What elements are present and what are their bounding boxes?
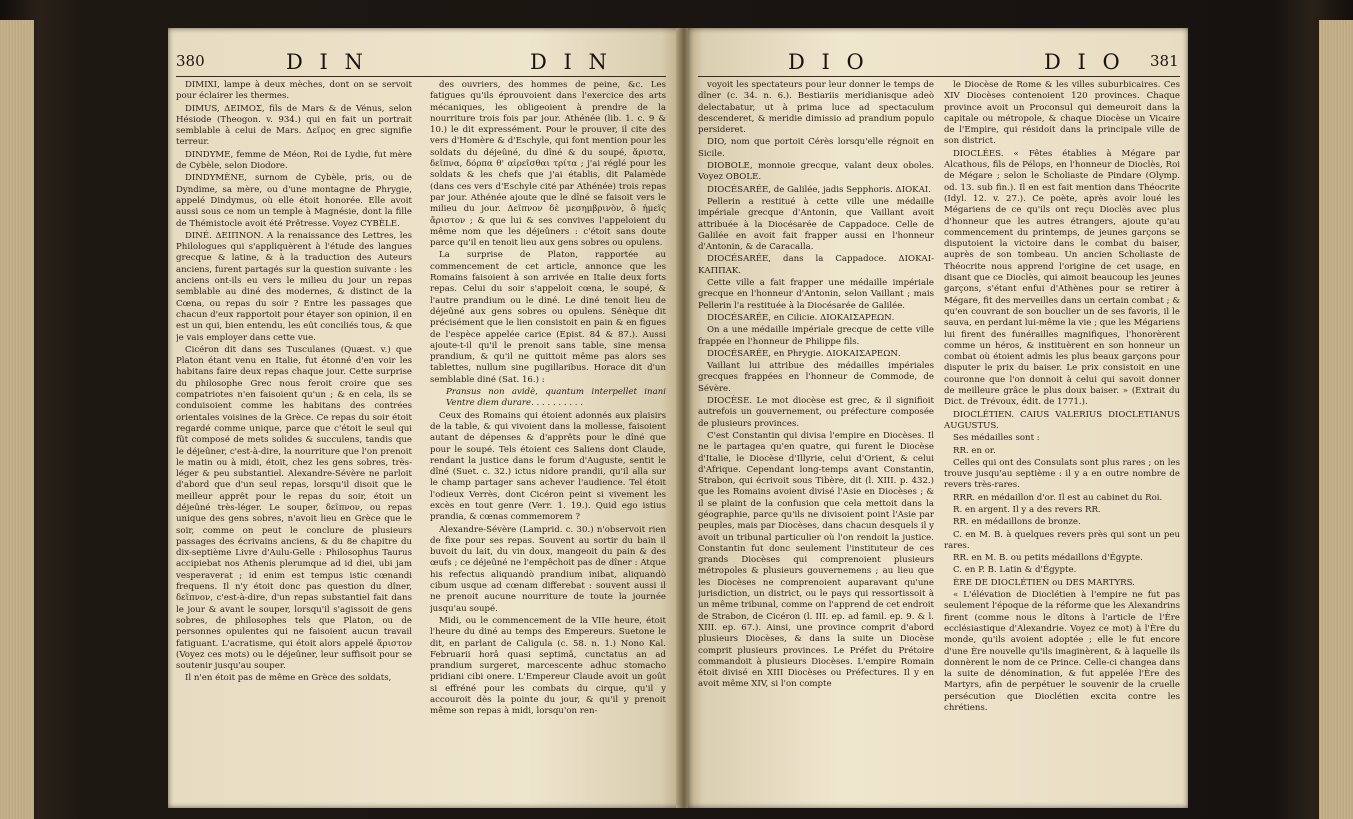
right-column-1 (698, 80, 934, 800)
left-running-head-col2: D I N (530, 50, 612, 74)
entry-paragraph: DIMIXI, lampe à deux mèches, dont on se servoit pour éclairer les thermes. (176, 80, 412, 102)
verse-quote: Pransus non avidè, quantum interpellet inani Ventre diem durare. . . . . . . . . . (446, 387, 666, 409)
entry-paragraph: DIOCÉSARÉE, en Cilicie. ΔΙΟΚΑΙΣΑΡΕΩΝ. (707, 312, 895, 323)
entry-paragraph: C. en M. B. à quelques revers près qui sont un peu rares. (944, 529, 1180, 551)
entry-paragraph: La surprise de Platon, rapportée au commencement de cet article, annonce que les Romains faisoient à son arrivée en Italie deux forts repas. Celui du soir s'appeloit cœna, le soupé, & l'autre prandium ou le diné. Le diné tenoit lieu de déjeûné aux gens sobres ou opulens. Sénèque dit précisément que le lien consistoit en pain & en figues de l'espèce appelée carice (Epist. 84 & 87.). Aussi ajoute-t-il qu'il le prenoit sans table, sine mensa prandium, & qu'il ne quittoit même pas alors ses tablettes, nullum sine pugillaribus. Horace dit d'un semblable diné (Sat. 16.) : (430, 250, 666, 385)
left-column-1 (176, 80, 412, 800)
entry-paragraph: Midi, ou le commencement de la VIIe heure, étoit l'heure du diné au temps des Empereurs. Suetone le dit, en parlant de Caligula (c. 58. n. 1.) Nono Kal. Februarii horâ quasi septimâ, cunctatus an ad prandium surgeret, marcescente adhuc stomacho pridiani cibi onere. L'Empereur Claude avoit un goût si effréné pour les combats du cirque, qu'il y accouroit dès la pointe du jour, & qu'il y prenoit même son repas à midi, lorsqu'on ren- (430, 615, 666, 717)
entry-paragraph: Cette ville a fait frapper une médaille impériale grecque en l'honneur d'Antonin, selon Vaillant ; mais Pellerin l'a restituée à la Diocésarée de Galilée. (698, 278, 934, 311)
entry-paragraph: DIOCÉSARÉE, dans la Cappadoce. ΔΙΟΚΑΙ-ΚΑΠΠΑΚ. (698, 254, 934, 276)
right-running-head-col1: D I O (788, 50, 869, 74)
left-running-head-col1: D I N (286, 50, 368, 74)
entry-paragraph: Vaillant lui attribue des médailles impériales grecques frappées en l'honneur de Commode, de Sévère. (698, 361, 934, 394)
entry-paragraph: DIOCÈSE. Le mot diocèse est grec, & il signifioit autrefois un gouvernement, ou préfecture composée de plusieurs provinces. (698, 396, 934, 429)
right-running-head-col2: D I O (1044, 50, 1125, 74)
entry-paragraph: DIOCÉSARÉE, en Phrygie. ΔΙΟΚΑΙΣΑΡΕΩΝ. (707, 348, 901, 359)
entry-paragraph: DINDYME, femme de Méon, Roi de Lydie, fut mère de Cybèle, selon Diodore. (176, 149, 412, 172)
entry-paragraph: C'est Constantin qui divisa l'empire en Diocèses. Il ne le partagea qu'en quatre, qui furent le Diocèse d'Italie, le Diocèse d'Illyrie, celui d'Orient, & celui d'Afrique. Cependant long-temps avant Constantin, Strabon, qui écrivoit sous Tibère, dit (l. XIII. p. 432.) que les Romains avoient divisé l'Asie en Diocèses ; & il se plaint de la confusion que cela mettoit dans la géographie, parce qu'ils ne divisoient point l'Asie par peuples, mais par Diocèses, dans chacun desquels il y avoit un tribunal particulier où l'on rendoit la justice. Constantin fut donc seulement l'instituteur de ces grands Diocèses qui comprenoient plusieurs métropoles & plusieurs gouvernemens ; au lieu que les Diocèses ne comprenoient auparavant qu'une jurisdiction, un district, ou le pays qui ressortissoit à un même tribunal, comme on l'apprend de cet endroit de Strabon, de Cicéron (l. III. ep. ad famil. ep. 9. & l. XIII. ep. 67.). Ainsi, une province comprit d'abord plusieurs Diocèses, & dans la suite un Diocèse comprit plusieurs provinces. Le Préfet du Prétoire commandoit à plusieurs Diocèses. L'empire Romain étoit divisé en XIII Diocèses ou Préfectures. Il y en avoit même XIV, si l'on compte (698, 430, 934, 690)
entry-paragraph: Ses médailles sont : (953, 433, 1040, 444)
entry-paragraph: DINÉ. ΔΕΙΠΝΟΝ. A la renaissance des Lettres, les Philologues qui s'appliquèrent à l'étude des langues grecque & latine, & à la traduction des Auteurs anciens, furent partagés sur la question suivante : les anciens ont-ils eu vers le milieu du jour un repas semblable au diné des modernes, & distinct de la Cœna, ou repas du soir ? Entre les passages que chacun d'eux rapportoit pour étayer son opinion, il en est un qui, bien entendu, les eût conciliés tous, & que je vais employer dans cette vue. (176, 230, 412, 343)
entry-paragraph: On a une médaille impériale grecque de cette ville frappée en l'honneur de Philippe fils. (698, 325, 934, 347)
entry-paragraph: Pellerin a restitué à cette ville une médaille impériale grecque d'Antonin, que Vaillant avoit attribuée à la Diocésarée de Cappadoce. Celle de Galilée en avoit fait frapper aussi en l'honneur d'Antonin, & de Caracalla. (698, 196, 934, 253)
left-page-number: 380 (176, 52, 205, 70)
entry-paragraph: le Diocèse de Rome & les villes suburbicaires. Ces XIV Diocèses contenoient 120 provinces. Chaque province avoit un Proconsul qui demeuroit dans la capitale ou métropole, & chaque Diocèse un Vicaire de l'Empire, qui résidoit dans la principale ville de son district. (944, 80, 1180, 147)
entry-paragraph: Il n'en étoit pas de même en Grèce des soldats, (185, 673, 392, 684)
entry-paragraph: C. en P. B. Latin & d'Égypte. (953, 565, 1077, 576)
left-column-2 (430, 80, 666, 800)
entry-paragraph: DINDYMÈNE, surnom de Cybèle, pris, ou de Dyndime, sa mère, ou d'une montagne de Phrygie, appelé Dindymus, où elle étoit honorée. Elle avoit aussi sous ce nom un temple à Magnésie, dont la fille de Thémistocle avoit été Prêtresse. Voyez CYBÈLE. (176, 173, 412, 229)
entry-paragraph: Alexandre-Sévère (Lamprid. c. 30.) n'observoit rien de fixe pour ses repas. Souvent au sortir du bain il buvoit du lait, du vin doux, mangeoit du pain & des œufs ; ce déjeûné ne l'empêchoit pas de dîner : Atque his refectus aliquandò prandium inibat, aliquandò cibum usque ad cœnam differebat : souvent aussi il ne prenoit aucune nourriture de toute la journée jusqu'au soupé. (430, 524, 666, 614)
entry-paragraph: « L'élévation de Dioclétien à l'empire ne fut pas seulement l'époque de la réforme que les Alexandrins firent (comme nous le dîtons à l'article de l'Ère ecclésiastique d'Alexandrie. Voyez ce mot) à l'Ère du monde, qu'ils avoient adoptée ; elle le fut encore d'une Ère nouvelle qu'ils imaginèrent, & à laquelle ils donnèrent le nom de ce Prince. Celle-ci changea dans la suite de dénomination, & fut appelée l'Ère des Martyrs, afin de perpétuer le souvenir de la cruelle persécution que Dioclétien excita contre les chrétiens. (944, 590, 1180, 714)
right-book-edge (1319, 20, 1353, 819)
entry-paragraph: DIO, nom que portoit Cérès lorsqu'elle régnoit en Sicile. (698, 137, 934, 159)
entry-paragraph: DIOCLÉTIEN. CAIUS VALERIUS DIOCLETIANUS AUGUSTUS. (944, 409, 1180, 431)
entry-paragraph: R. en argent. Il y a des revers RR. (953, 504, 1101, 515)
entry-paragraph: RR. en médaillons de bronze. (953, 517, 1081, 528)
entry-paragraph: Celles qui ont des Consulats sont plus rares ; on les trouve jusqu'au septième : il y a en outre nombre de revers très-rares. (944, 457, 1180, 491)
right-column-2 (944, 80, 1180, 800)
entry-paragraph: DIOBOLE, monnoie grecque, valant deux oboles. Voyez OBOLE. (698, 161, 934, 183)
entry-paragraph: Cicéron dit dans ses Tusculanes (Quæst. v.) que Platon étant venu en Italie, fut étonné d'en voir les habitans faire deux repas chaque jour. Cette surprise du philosophe Grec nous feroit croire que ses compatriotes n'en faisoient qu'un ; & en cela, ils se conduisoient comme les habitans des contrées orientales voisines de la Grèce. Ce repas du soir étoit regardé comme unique, parce que c'étoit le seul qui fût composé de mets solides & succulens, tandis que le déjeûner, c'est-à-dire, la nourriture que l'on prenoit le matin ou à midi, étoit, chez les gens sobres, très-léger & peu substantiel. Alexandre-Sévère ne parloit d'abord que d'un seul repas, lorsqu'il disoit que le meilleur apprêt pour le repas du soir, étoit un déjeûné très-léger. Le souper, δεῖπνον, ou repas unique des gens sobres, n'avoit lieu en Grèce que le soir, comme on peut le conclure de plusieurs passages des écrivains anciens, & du 8e chapitre du dix-septième Livre d'Aulu-Gelle : Philosophus Taurus accipiebat nos Athenis plerumque ad id diei, ubi jam vesperaverat ; id enim est tempus istic cœnandi frequens. Il n'y étoit donc pas question du dîner, δεῖπνον, c'est-à-dire, d'un repas substantiel fait dans le jour & avant le souper, lorsqu'il s'agissoit de gens sobres, de philosophes tels que Platon, ou de personnes opulentes qui ne faisoient aucun travail fatiguant. L'acratisme, qui étoit alors appelé ἄριστον (Voyez ces mots) ou le déjeûner, leur suffisoit pour se soutenir jusqu'au souper. (176, 344, 412, 672)
entry-paragraph: RR. en or. (953, 445, 996, 456)
entry-paragraph: des ouvriers, des hommes de peine, &c. Les fatigues qu'ils éprouvoient dans l'exercice des arts mécaniques, les obligeoient à prendre de la nourriture trois fois par jour. Athénée (lib. 1. c. 9 & 10.) le dit expressément. Pour le prouver, il cite des vers d'Homère & d'Eschyle, qui font mention pour les soldats du déjeûné, du dîné & du soupé, ἄριστα, δεῖπνα, δόρπα θ' αἱρεῖσθαι τρίτα ; j'ai réglé pour les soldats & les chefs que j'ai établis, dit Palamède (dans ces vers d'Eschyle cité par Athénée) trois repas par jour. Athénée ajoute que le dîné se faisoit vers le milieu du jour. Δεῖπνον δὲ μεσημβρινὸν, ὃ ἡμεῖς ἄριστον ; & que lui & ses convives l'appeloient du même nom que les déjeûners : c'étoit sans doute parce qu'il en tenoit lieu aux gens sobres ou opulens. (430, 80, 666, 249)
entry-paragraph: Ceux des Romains qui étoient adonnés aux plaisirs de la table, & qui vivoient dans la mollesse, faisoient autant de dépenses & d'apprêts pour le dîné que pour le soupé. Tels étoient ces Saliens dont Claude, rendant la justice dans le forum d'Auguste, sentit le dîné (Suet. c. 32.) ictus nidore prandii, qu'il alla sur le champ partager sans achever l'audience. Tel étoit l'odieux Verrès, dont Cicéron peint si vivement les excès en tout genre (Verr. 1. 19.). Quid ego istius prandia, & cœnas commemorem ? (430, 410, 666, 523)
entry-paragraph: DIOCLÉES. « Fêtes établies à Mégare par Alcathous, fils de Pélops, en l'honneur de Dioclès, Roi de Mégare ; selon le Scholiaste de Pindare (Olymp. od. 13. sub fin.). Il en est fait mention dans Théocrite (Idyl. 12. v. 27.). Ce poète, après avoir loué les Mégariens de ce qu'ils ont reçu Dioclès avec plus d'honneur que les autres étrangers, ajoute qu'au commencement du printemps, de jeunes garçons se disputoient la victoire dans le combat du baiser, auprès de son tombeau. Un ancien Scholiaste de Théocrite nous apprend l'origine de cet usage, en disant que ce Dioclès, qui aimoit beaucoup les jeunes garçons, s'étant enfui d'Athènes pour se retirer à Mégare, fit des merveilles dans un certain combat ; & qu'en couvrant de son bouclier un de ses favoris, il le sauva, en perdant lui-même la vie ; que les Mégariens lui firent des funérailles magnifiques, l'honorèrent comme un héros, & instituèrent en son honneur un combat où étoient admis les plus beaux garçons pour disputer le prix du baiser. Le prix consistoit en une couronne que l'on donnoit à celui qui savoit donner de meilleure grâce le plus doux baiser. » (Extrait du Dict. de Trévoux, édit. de 1771.). (944, 148, 1180, 408)
entry-paragraph: voyoit les spectateurs pour leur donner le temps de dîner (c. 34. n. 6.). Bestiariis meridianisque adeò delectabatur, ut à prima luce ad spectaculum descenderet, & meridie dimissio ad prandium populo persideret. (698, 80, 934, 136)
left-page (168, 28, 682, 808)
entry-paragraph: RRR. en médaillon d'or. Il est au cabinet du Roi. (953, 492, 1163, 503)
entry-paragraph: DIMUS, ΔΕΙΜΟΣ, fils de Mars & de Vénus, selon Hésiode (Theogon. v. 934.) qui en fait un portrait semblable à celui de Mars. Δεῖμος en grec signifie terreur. (176, 103, 412, 148)
entry-paragraph: RR. en M. B. ou petits médaillons d'Égypte. (953, 553, 1143, 564)
entry-paragraph: ÈRE DE DIOCLÉTIEN ou DES MARTYRS. (953, 577, 1135, 588)
left-head-rule (176, 76, 666, 77)
left-book-edge (0, 20, 34, 819)
entry-paragraph: DIOCÉSARÉE, de Galilée, jadis Sepphoris. ΔΙΟΚΑΙ. (707, 184, 931, 195)
right-head-rule (698, 76, 1180, 77)
right-page-number: 381 (1150, 52, 1179, 70)
right-page (688, 28, 1188, 808)
